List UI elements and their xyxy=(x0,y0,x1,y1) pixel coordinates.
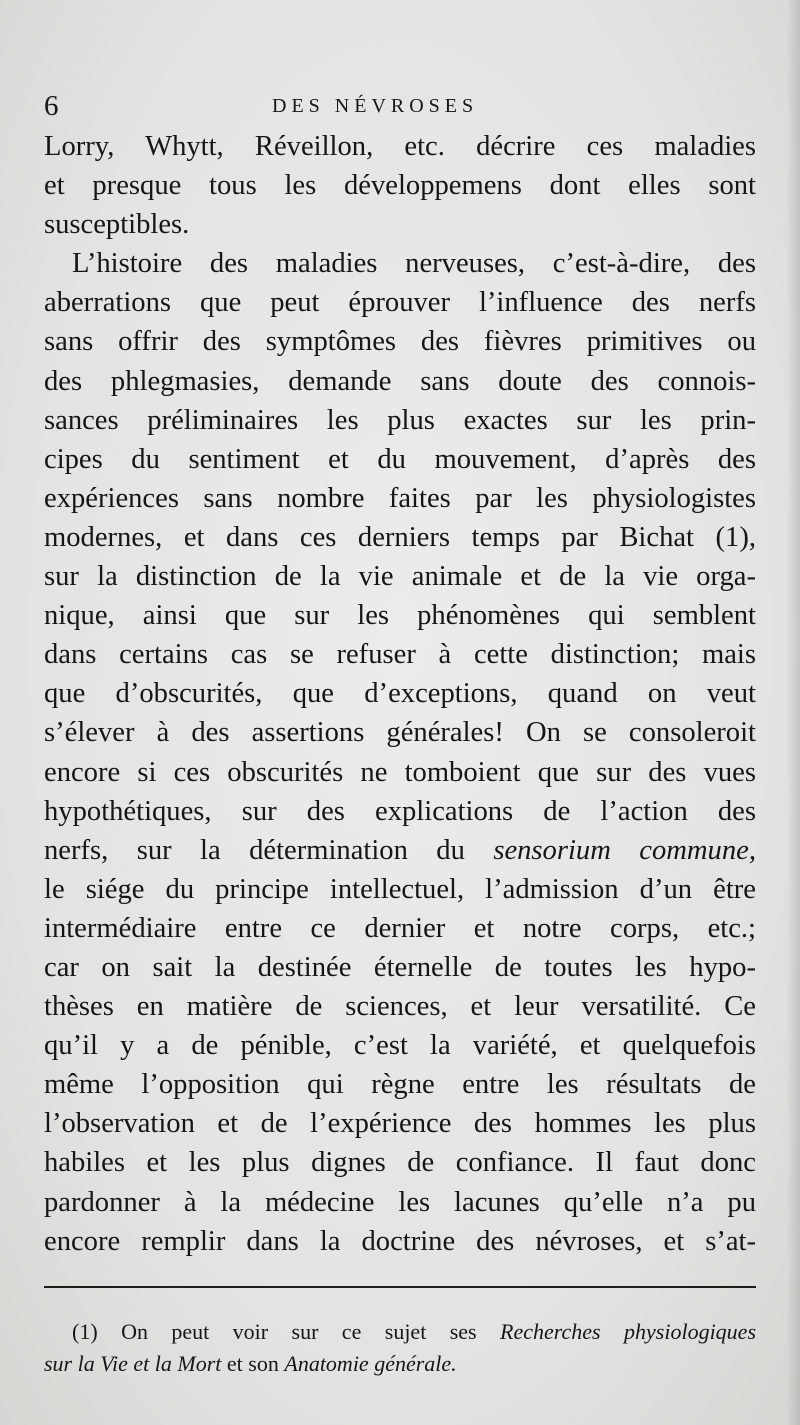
footnote-line xyxy=(44,1316,756,1348)
text-line: et presque tous les développemens dont elles sont xyxy=(44,170,756,202)
text-line: que d’obscurités, que d’exceptions, quand on veut xyxy=(44,678,756,710)
text-line: intermédiaire entre ce dernier et notre corps, etc.; xyxy=(44,912,756,944)
text-line: des phlegmasies, demande sans doute des connois- xyxy=(44,365,756,397)
text-line: encore remplir dans la doctrine des névroses, et s’at- xyxy=(44,1225,756,1257)
text-line: car on sait la destinée éternelle de toutes les hypo- xyxy=(44,951,756,983)
text-line-italic-term xyxy=(44,831,756,870)
text-line: qu’il y a de pénible, c’est la variété, et quelquefois xyxy=(44,1030,756,1062)
footnote-title: Anatomie générale. xyxy=(284,1351,457,1376)
page-number: 6 xyxy=(44,90,59,122)
text-line: cipes du sentiment et du mouvement, d’après des xyxy=(44,443,756,475)
text-line: expériences sans nombre faites par les physiologistes xyxy=(44,482,756,514)
text-segment: nerfs, sur la détermination du xyxy=(44,834,494,866)
text-line: thèses en matière de sciences, et leur versatilité. Ce xyxy=(44,991,756,1023)
text-line: nique, ainsi que sur les phénomènes qui semblent xyxy=(44,600,756,632)
footnote-title: sur la Vie et la Mort xyxy=(44,1351,222,1376)
text-line: même l’opposition qui règne entre les résultats de xyxy=(44,1069,756,1101)
text-line: susceptibles. xyxy=(44,209,190,241)
text-line: dans certains cas se refuser à cette distinction; mais xyxy=(44,639,756,671)
text-line: s’élever à des assertions générales! On se consoleroit xyxy=(44,717,756,749)
text-line: pardonner à la médecine les lacunes qu’elle n’a pu xyxy=(44,1186,756,1218)
text-line: modernes, et dans ces derniers temps par Bichat (1), xyxy=(44,521,756,553)
body-text xyxy=(44,127,756,1261)
footnote-title: Recherches physiologiques xyxy=(500,1319,757,1344)
text-line: sances préliminaires les plus exactes sur les prin- xyxy=(44,404,756,436)
text-line: l’observation et de l’expérience des hommes les plus xyxy=(44,1108,756,1140)
footnote-line xyxy=(44,1348,756,1380)
footnote-text: et son xyxy=(221,1351,285,1376)
text-line: Lorry, Whytt, Réveillon, etc. décrire ces maladies xyxy=(44,131,756,162)
text-line: sur la distinction de la vie animale et de la vie orga- xyxy=(44,561,756,593)
text-line: aberrations que peut éprouver l’influence des nerfs xyxy=(44,287,756,319)
footnote-separator-rule xyxy=(44,1286,756,1288)
text-line: hypothétiques, sur des explications de l’action des xyxy=(44,795,756,827)
text-line: L’histoire des maladies nerveuses, c’est-à-dire, des xyxy=(72,248,756,280)
text-line: encore si ces obscurités ne tomboient que sur des vues xyxy=(44,756,756,788)
text-line: sans offrir des symptômes des fièvres primitives ou xyxy=(44,326,756,358)
footnote xyxy=(44,1316,756,1380)
page-header xyxy=(44,86,756,126)
footnote-text: (1) On peut voir sur ce sujet ses xyxy=(72,1319,501,1344)
page-edge-shadow xyxy=(786,0,800,1425)
text-line: le siége du principe intellectuel, l’admission d’un être xyxy=(44,873,756,905)
running-head: DES NÉVROSES xyxy=(272,95,479,117)
italic-term: sensorium commune, xyxy=(493,834,756,866)
text-line: habiles et les plus dignes de confiance. Il faut donc xyxy=(44,1147,756,1179)
